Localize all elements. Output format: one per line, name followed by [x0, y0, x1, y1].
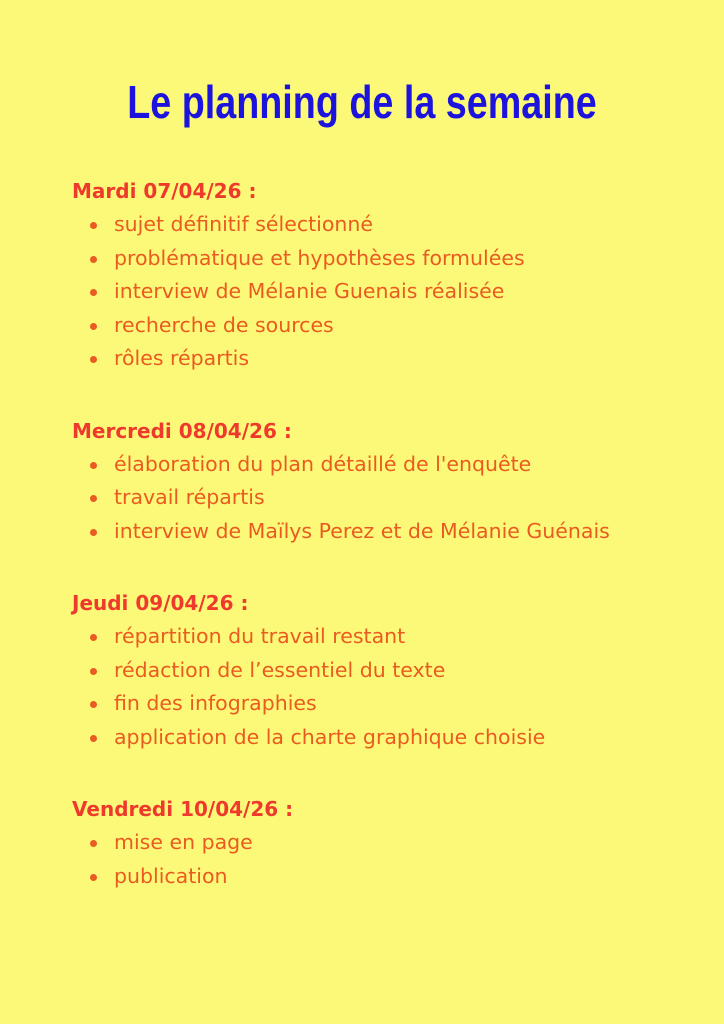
bullet-icon — [90, 222, 97, 229]
list-item — [72, 654, 652, 688]
list-item — [72, 826, 652, 860]
day-heading: Mercredi 08/04/26 : — [72, 418, 292, 443]
list-item — [72, 721, 652, 755]
task-list — [72, 620, 652, 754]
bullet-icon — [90, 701, 97, 708]
bullet-icon — [90, 735, 97, 742]
bullet-icon — [90, 356, 97, 363]
page-title: Le planning de la semaine — [127, 76, 597, 128]
day-heading: Jeudi 09/04/26 : — [72, 591, 249, 615]
task-text: problématique et hypothèses formulées — [114, 245, 525, 270]
list-item — [72, 275, 652, 309]
task-list — [72, 826, 652, 893]
bullet-icon — [90, 634, 97, 641]
list-item — [72, 309, 652, 343]
task-text: publication — [114, 863, 228, 888]
bullet-icon — [90, 323, 97, 330]
task-text: application de la charte graphique choisie — [114, 724, 546, 749]
list-item — [72, 448, 652, 482]
list-item — [72, 481, 652, 515]
list-item — [72, 687, 652, 721]
task-text: sujet définitif sélectionné — [114, 212, 373, 236]
day-section-jeudi — [72, 586, 652, 754]
bullet-icon — [90, 462, 97, 469]
list-item — [72, 242, 652, 276]
list-item — [72, 208, 652, 242]
bullet-icon — [90, 840, 97, 847]
list-item — [72, 860, 652, 894]
task-text: rôles répartis — [114, 346, 250, 370]
task-list — [72, 448, 652, 549]
task-text: répartition du travail restant — [114, 624, 406, 648]
schedule — [72, 174, 652, 931]
task-text: travail répartis — [114, 485, 265, 509]
task-text: élaboration du plan détaillé de l'enquête — [114, 451, 532, 476]
bullet-icon — [90, 289, 97, 296]
list-item — [72, 620, 652, 654]
bullet-icon — [90, 256, 97, 263]
bullet-icon — [90, 874, 97, 881]
task-text: mise en page — [114, 830, 253, 854]
task-text: rédaction de l’essentiel du texte — [114, 657, 446, 682]
day-heading: Mardi 07/04/26 : — [72, 179, 257, 203]
task-list — [72, 208, 652, 376]
bullet-icon — [90, 668, 97, 675]
task-text: interview de Mélanie Guenais réalisée — [114, 279, 505, 303]
day-section-mardi — [72, 174, 652, 376]
day-heading: Vendredi 10/04/26 : — [72, 797, 294, 821]
task-text: recherche de sources — [114, 312, 334, 337]
list-item — [72, 342, 652, 376]
day-section-vendredi — [72, 792, 652, 893]
bullet-icon — [90, 495, 97, 502]
task-text: fin des infographies — [114, 691, 317, 715]
bullet-icon — [90, 529, 97, 536]
list-item — [72, 515, 652, 549]
task-text: interview de Maïlys Perez et de Mélanie Guénais — [114, 518, 610, 543]
day-section-mercredi — [72, 414, 652, 549]
